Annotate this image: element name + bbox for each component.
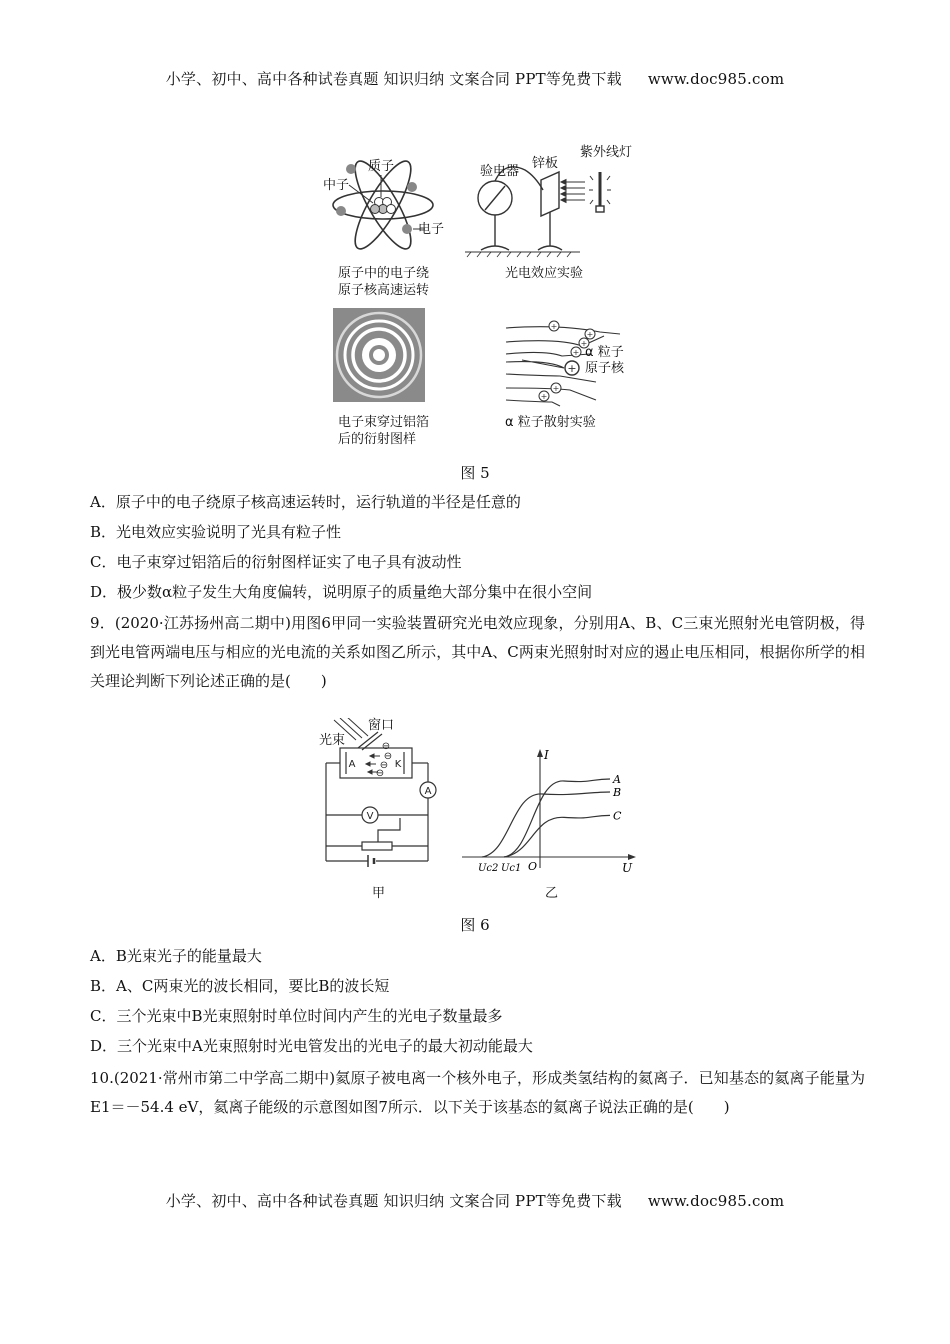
plus-sign: + (540, 392, 548, 401)
curve-label-C: C (613, 809, 622, 823)
photoelectric-caption: 光电效应实验 (505, 266, 584, 281)
tick-label-uc2: Uc2 (478, 863, 499, 874)
electron-dot-2 (407, 182, 417, 192)
electron-dot-4 (336, 206, 346, 216)
plus-sign: + (567, 362, 577, 375)
q9-option-c: C．三个光束中B光束照射时单位时间内产生的光电子数量最多 (90, 1007, 503, 1025)
electron-symbol: ⊖ (381, 741, 391, 752)
page-header (0, 68, 950, 89)
label-nucleus: 原子核 (585, 361, 625, 376)
label-neutron: 中子 (323, 178, 350, 193)
plus-sign: + (572, 348, 580, 357)
label-light-beam: 光束 (319, 733, 346, 748)
plus-sign: + (586, 330, 594, 339)
alpha-scattering-figure (500, 316, 650, 408)
header-text: 小学、初中、高中各种试卷真题 知识归纳 文案合同 PPT等免费下载 (165, 70, 622, 88)
plus-sign: + (580, 339, 588, 348)
q9-option-a: A．B光束光子的能量最大 (90, 947, 262, 965)
q8-option-b: B．光电效应实验说明了光具有粒子性 (90, 523, 342, 541)
footer-text: 小学、初中、高中各种试卷真题 知识归纳 文案合同 PPT等免费下载 (165, 1192, 622, 1210)
y-axis-arrow (537, 749, 543, 757)
electron-dot-1 (346, 164, 356, 174)
rheostat (362, 842, 392, 850)
nucleus-cluster (371, 198, 396, 214)
diffraction-caption: 电子束穿过铝箔 后的衍射图样 (338, 415, 430, 447)
uv-light-rays (561, 176, 611, 204)
electron-symbol: ⊖ (379, 760, 389, 771)
x-axis-label: U (622, 861, 633, 875)
label-window: 窗口 (368, 718, 395, 733)
electroscope-stand (481, 246, 509, 250)
electron-symbol: ⊖ (383, 751, 393, 762)
figure5-title: 图 5 (460, 464, 490, 482)
q9-option-d: D．三个光束中A光束照射时光电管发出的光电子的最大初动能最大 (90, 1037, 533, 1055)
label-electroscope: 验电器 (480, 164, 520, 179)
q9-option-b: B．A、C两束光的波长相同，要比B的波长短 (90, 977, 390, 995)
q8-option-c: C．电子束穿过铝箔后的衍射图样证实了电子具有波动性 (90, 553, 462, 571)
tick-label-uc1: Uc1 (501, 863, 522, 874)
iu-graph (460, 748, 640, 876)
x-axis-arrow (628, 854, 636, 860)
figure6-title: 图 6 (460, 916, 490, 934)
alpha-scattering-caption: α 粒子散射实验 (505, 415, 596, 430)
footer-url[interactable]: www.doc985.com (647, 1192, 785, 1210)
curve-label-B: B (613, 786, 622, 799)
graph-caption: 乙 (545, 886, 559, 901)
anode-label: A (348, 759, 356, 770)
alpha-track-1 (506, 327, 620, 334)
q8-option-a: A．原子中的电子绕原子核高速运转时，运行轨道的半径是任意的 (90, 493, 521, 511)
cathode-label: K (394, 759, 402, 770)
label-uv-lamp: 紫外线灯 (580, 145, 633, 160)
atom-caption: 原子中的电子绕 原子核高速运转 (338, 266, 430, 298)
label-electron: 电子 (418, 222, 445, 237)
plus-sign: + (550, 322, 558, 331)
diffraction-pattern-image (333, 308, 425, 402)
origin-label: O (528, 860, 538, 873)
header-url[interactable]: www.doc985.com (647, 70, 785, 88)
label-alpha-particle: α 粒子 (585, 345, 624, 360)
label-zinc-plate: 锌板 (532, 156, 559, 171)
voltmeter-label: V (366, 811, 374, 822)
page-footer (0, 1190, 950, 1211)
curve-B (482, 792, 610, 857)
curve-C (504, 815, 610, 857)
electron-dot-3 (402, 224, 412, 234)
alpha-track-5 (506, 374, 596, 382)
label-proton: 质子 (368, 159, 395, 174)
y-axis-label: I (544, 748, 549, 762)
q10-stem: 10.(2021·常州市第二中学高二期中)氦原子被电离一个核外电子，形成类氢结构的氦离子．已知基态的氦离子能量为E1＝－54.4 eV，氦离子能级的示意图如图7所示．以下关于该基态的氦离子说法正确的是( ) (90, 1069, 865, 1116)
circuit-caption: 甲 (372, 886, 386, 901)
curve-label-A: A (613, 773, 621, 786)
plus-sign: + (552, 384, 560, 393)
electron-symbol: ⊖ (375, 768, 385, 779)
zinc-plate (541, 172, 559, 216)
q8-option-d: D．极少数α粒子发生大角度偏转，说明原子的质量绝大部分集中在很小空间 (90, 583, 593, 601)
ammeter-label: A (424, 786, 432, 797)
q9-stem: 9．(2020·江苏扬州高二期中)用图6甲同一实验装置研究光电效应现象，分别用A、B、C三束光照射光电管阴极，得到光电管两端电压与相应的光电流的关系如图乙所示，其中A、C两束光照射时对应的遏止电压相同，根据你所学的相关理论判断下列论述正确的是( ) (90, 614, 865, 690)
